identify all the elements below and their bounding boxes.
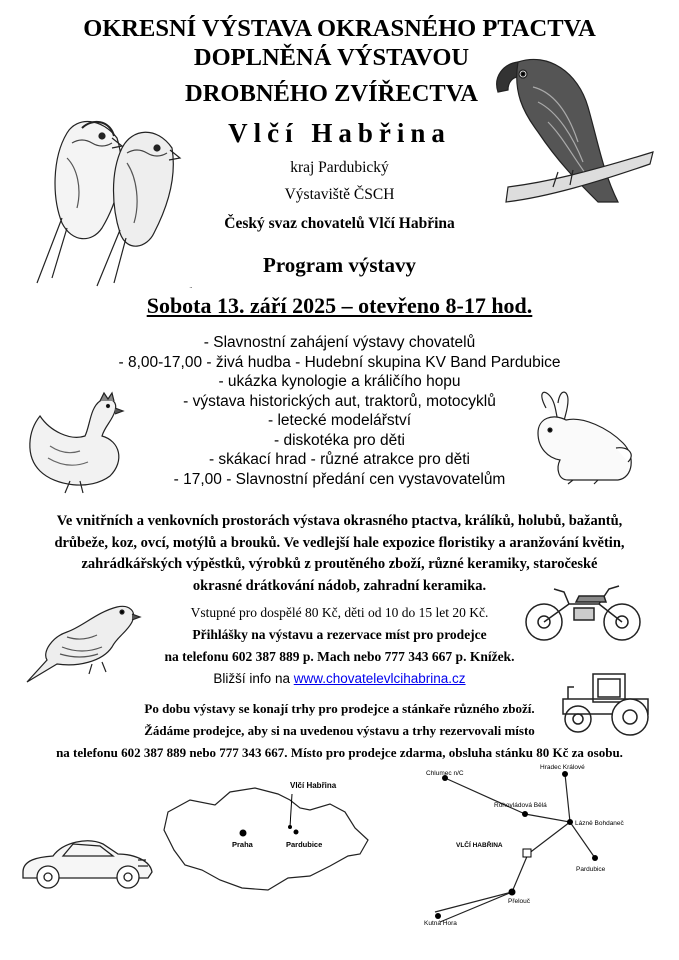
motorcycle-icon	[524, 574, 644, 644]
cz-map-outline	[160, 770, 370, 900]
cz-label-praha: Praha	[232, 840, 253, 849]
program-item: - výstava historických aut, traktorů, motocyklů	[183, 392, 496, 410]
tractor-icon	[558, 669, 654, 737]
description-line: okrasné drátkování nádob, zahradní keramika.	[192, 577, 487, 594]
program-item: - letecké modelářství	[268, 412, 411, 429]
title-line-1: OKRESNÍ VÝSTAVA OKRASNÉHO PTACTVA	[83, 15, 596, 42]
program-item: - 8,00-17,00 - živá hudba - Hudební skupina KV Band Pardubice	[118, 353, 561, 371]
route-label-pardubice: Pardubice	[576, 866, 606, 873]
route-label-vlci: VLČÍ HABŘINA	[456, 842, 503, 849]
place-title: Vlčí Habřina	[228, 118, 451, 148]
route-label-rohovlad: Rohovládová Bělá	[494, 802, 547, 809]
budgerigars-icon	[22, 108, 192, 288]
program-item: - diskotéka pro děti	[274, 431, 405, 449]
route-map	[410, 762, 640, 930]
description-line: zahrádkářských výpěstků, výrobků z proutěného zboží, různé keramiky, staročeské	[81, 556, 598, 572]
title-line-2: DOPLNĚNÁ VÝSTAVOU	[193, 44, 470, 71]
vintage-car-icon	[18, 832, 158, 892]
organizer-text: Český svaz chovatelů Vlčí Habřina	[224, 215, 455, 232]
hen-icon	[20, 386, 130, 496]
vendors-line-2: Žádáme prodejce, aby si na uvedenou výstavu a trhy rezervovali místo	[144, 723, 535, 738]
program-item: - ukázka kynologie a králičího hopu	[218, 373, 461, 390]
finch-icon	[22, 592, 142, 687]
region-text: kraj Pardubický	[290, 159, 389, 176]
more-info-label: Bližší info na	[213, 671, 294, 686]
description-line: Ve vnitřních a venkovních prostorách výstava okrasného ptactva, králíků, holubů, bažantů,	[56, 513, 623, 529]
registration-line-1: Přihlášky na výstavu a rezervace míst pro prodejce	[192, 627, 487, 642]
route-label-kutna: Kutná Hora	[424, 920, 457, 927]
title-line-3: DROBNÉHO ZVÍŘECTVA	[185, 80, 478, 107]
website-link[interactable]: www.chovatelevlcihabrina.cz	[293, 671, 466, 686]
route-label-hradec: Hradec Králové	[540, 764, 585, 771]
route-label-lazne: Lázně Bohdaneč	[575, 820, 624, 827]
description-line: drůbeže, koz, ovcí, motýlů a brouků. Ve vedlejší hale expozice floristiky a aranžování květin,	[54, 534, 625, 551]
praha-dot	[240, 830, 247, 837]
cz-map	[160, 770, 370, 900]
parrot-icon	[478, 52, 658, 232]
pardubice-dot	[294, 830, 299, 835]
venue-text: Výstaviště ČSCH	[284, 186, 395, 203]
route-label-prelouc: Přelouč	[508, 898, 531, 905]
registration-line-2: na telefonu 602 387 889 p. Mach nebo 777 343 667 p. Knížek.	[164, 649, 515, 664]
cz-label-pardubice: Pardubice	[286, 840, 323, 849]
date-line: Sobota 13. září 2025 – otevřeno 8-17 hod.	[146, 293, 533, 318]
route-label-chlumec: Chlumec n/C	[426, 770, 464, 777]
cz-label-vlci: Vlčí Habřina	[290, 781, 337, 790]
rabbit-icon	[528, 388, 643, 488]
admission-text: Vstupné pro dospělé 80 Kč, děti od 10 do 15 let 20 Kč.	[190, 605, 489, 620]
vendors-line-1: Po dobu výstavy se konají trhy pro prodejce a stánkaře různého zboží.	[144, 701, 535, 716]
program-item: - 17,00 - Slavnostní předání cen vystavovatelům	[173, 470, 506, 488]
program-item: - skákací hrad - různé atrakce pro děti	[208, 451, 471, 468]
vendors-line-3: na telefonu 602 387 889 nebo 777 343 667. Místo pro prodejce zdarma, obsluha stánku 80 Kč za osobu.	[56, 745, 623, 760]
program-heading: Program výstavy	[263, 253, 416, 277]
program-item: - Slavnostní zahájení výstavy chovatelů	[203, 334, 476, 351]
